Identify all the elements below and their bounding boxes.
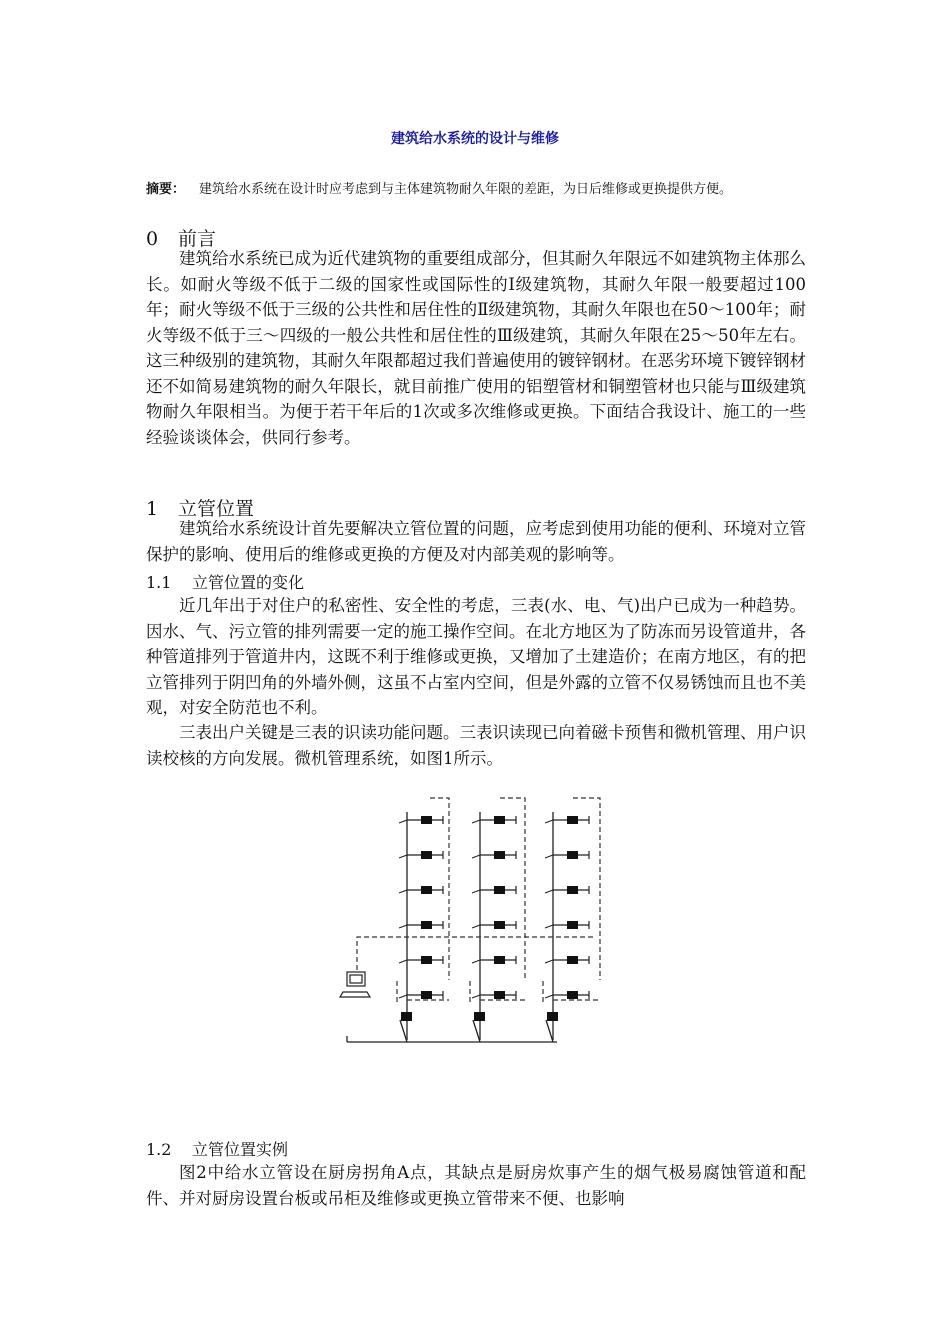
water-meter-icon bbox=[545, 851, 589, 859]
document-title: 建筑给水系统的设计与维修 bbox=[391, 131, 559, 147]
section-title: 立管位置的变化 bbox=[192, 573, 305, 592]
section-title: 前言 bbox=[178, 228, 217, 250]
section-title: 立管位置实例 bbox=[192, 1140, 289, 1159]
water-meter-icon bbox=[472, 816, 516, 824]
meter-data-lines bbox=[357, 798, 600, 1002]
abstract-label: 摘要： bbox=[146, 182, 186, 197]
water-meter-icon bbox=[472, 921, 516, 929]
collector-icon bbox=[401, 1012, 412, 1021]
water-meter-icon bbox=[399, 956, 443, 964]
water-meter-icon bbox=[472, 851, 516, 859]
water-meter-icon bbox=[472, 956, 516, 964]
section-1-2-heading bbox=[146, 1137, 288, 1160]
water-meter-icon bbox=[399, 991, 443, 999]
section-1-2-paragraph: 图2中给水立管设在厨房拐角A点，其缺点是厨房炊事产生的烟气极易腐蚀管道和配件、并对厨房设置台板或吊柜及维修或更换立管带来不便、也影响 bbox=[146, 1163, 806, 1208]
section-1-1-heading bbox=[146, 570, 304, 593]
collector-icon bbox=[474, 1012, 485, 1021]
computer-icon bbox=[340, 972, 370, 997]
section-0-paragraph: 建筑给水系统已成为近代建筑物的重要组成部分，但其耐久年限远不如建筑物主体那么长。如耐火等级不低于二级的国家性或国际性的Ⅰ级建筑物，其耐久年限一般要超过100年；耐火等级不低于三级的公共性和居住性的Ⅱ级建筑物，其耐久年限也在50～100年；耐火等级不低于三～四级的一般公共性和居住性的Ⅲ级建筑，其耐久年限在25～50年左右。这三种级别的建筑物，其耐久年限都超过我们普遍使用的镀锌钢材。在恶劣环境下镀锌钢材还不如简易建筑物的耐久年限长，就目前推广使用的铝塑管材和铜塑管材也只能与Ⅲ级建筑物耐久年限相当。为便于若干年后的1次或多次维修或更换。下面结合我设计、施工的一些经验谈谈体会，供同行参考。 bbox=[146, 249, 806, 447]
section-number: 0 bbox=[146, 228, 159, 250]
section-number: 1 bbox=[146, 498, 159, 520]
water-meter-icon bbox=[399, 921, 443, 929]
collector-icon bbox=[547, 1012, 558, 1021]
water-meter-icon bbox=[545, 886, 589, 894]
water-meter-icon bbox=[399, 816, 443, 824]
section-1-1-paragraph-2: 三表出户关键是三表的识读功能问题。三表识读现已向着磁卡预售和微机管理、用户识读校核的方向发展。微机管理系统，如图1所示。 bbox=[146, 723, 806, 768]
section-1-1-paragraph-1: 近几年出于对住户的私密性、安全性的考虑，三表(水、电、气)出户已成为一种趋势。因水、气、污立管的排列需要一定的施工操作空间。在北方地区为了防冻而另设管道井，各种管道排列于管道井内，这既不利于维修或更换，又增加了土建造价；在南方地区，有的把立管排列于阴凹角的外墙外侧，这虽不占室内空间，但是外露的立管不仅易锈蚀而且也不美观，对安全防范也不利。 bbox=[146, 596, 806, 717]
water-meter-icon bbox=[472, 991, 516, 999]
water-meter-icon bbox=[399, 851, 443, 859]
water-meter-icon bbox=[545, 956, 589, 964]
meter-group bbox=[399, 816, 589, 1021]
water-meter-icon bbox=[545, 921, 589, 929]
section-number: 1.1 bbox=[146, 573, 172, 592]
abstract bbox=[146, 178, 732, 197]
water-meter-icon bbox=[545, 991, 589, 999]
section-1-paragraph: 建筑给水系统设计首先要解决立管位置的问题，应考虑到使用功能的便利、环境对立管保护的影响、使用后的维修或更换的方便及对内部美观的影响等。 bbox=[146, 519, 806, 564]
water-meter-icon bbox=[399, 886, 443, 894]
section-number: 1.2 bbox=[146, 1140, 172, 1159]
water-meter-icon bbox=[545, 816, 589, 824]
water-meter-icon bbox=[472, 886, 516, 894]
abstract-text: 建筑给水系统在设计时应考虑到与主体建筑物耐久年限的差距，为日后维修或更换提供方便。 bbox=[199, 182, 733, 197]
figure-1-diagram bbox=[335, 790, 635, 1060]
section-title: 立管位置 bbox=[178, 498, 255, 520]
